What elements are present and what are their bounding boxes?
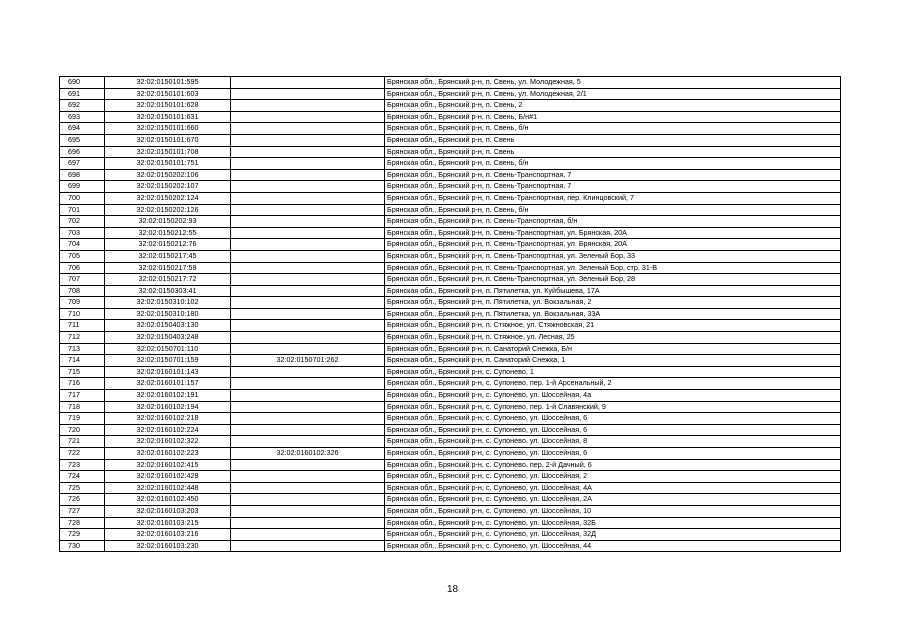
building-number-cell [231, 505, 385, 517]
row-number-cell: 701 [60, 204, 105, 216]
table-row [60, 332, 841, 344]
row-number-cell: 729 [60, 529, 105, 541]
address-cell: Брянская обл., Брянский р-н, с. Супонево, ул. Шоссейная, 6 [385, 424, 841, 436]
address-cell: Брянская обл., Брянский р-н, с. Супонево, ул. Шоссейная, 10 [385, 505, 841, 517]
building-number-cell: 32:02:0150701:262 [231, 355, 385, 367]
address-cell: Брянская обл., Брянский р-н, п. Свень-Транспортная, 7 [385, 169, 841, 181]
cadastral-number-cell: 32:02:0150310:180 [105, 308, 231, 320]
address-cell: Брянская обл., Брянский р-н, п. Свень, ул. Молодежная, 2/1 [385, 88, 841, 100]
row-number-cell: 707 [60, 274, 105, 286]
table-row [60, 505, 841, 517]
cadastral-number-cell: 32:02:0150403:248 [105, 332, 231, 344]
table-row [60, 436, 841, 448]
building-number-cell [231, 111, 385, 123]
row-number-cell: 720 [60, 424, 105, 436]
row-number-cell: 700 [60, 192, 105, 204]
row-number-cell: 708 [60, 285, 105, 297]
row-number-cell: 730 [60, 540, 105, 552]
row-number-cell: 690 [60, 77, 105, 89]
table-row [60, 494, 841, 506]
row-number-cell: 699 [60, 181, 105, 193]
address-cell: Брянская обл., Брянский р-н, с. Супонево, ул. Шоссейная, 32Д [385, 529, 841, 541]
table-row [60, 77, 841, 89]
table-row [60, 308, 841, 320]
row-number-cell: 721 [60, 436, 105, 448]
cadastral-number-cell: 32:02:0150303:41 [105, 285, 231, 297]
address-cell: Брянская обл., Брянский р-н, п. Свень-Транспортная, ул. Зеленый Бор, 28 [385, 274, 841, 286]
address-cell: Брянская обл., Брянский р-н, с. Супонево, ул. Шоссейная, 6 [385, 413, 841, 425]
row-number-cell: 711 [60, 320, 105, 332]
building-number-cell [231, 123, 385, 135]
address-cell: Брянская обл., Брянский р-н, п. Свень, 2 [385, 100, 841, 112]
cadastral-number-cell: 32:02:0150403:130 [105, 320, 231, 332]
row-number-cell: 695 [60, 134, 105, 146]
cadastral-number-cell: 32:02:0160103:215 [105, 517, 231, 529]
table-row [60, 482, 841, 494]
table-row [60, 378, 841, 390]
cadastral-number-cell: 32:02:0160102:191 [105, 390, 231, 402]
row-number-cell: 697 [60, 158, 105, 170]
table-row [60, 204, 841, 216]
building-number-cell [231, 471, 385, 483]
row-number-cell: 717 [60, 390, 105, 402]
cadastral-number-cell: 32:02:0150202:107 [105, 181, 231, 193]
address-cell: Брянская обл., Брянский р-н, п. Санаторий Снежка, 1 [385, 355, 841, 367]
cadastral-number-cell: 32:02:0150101:631 [105, 111, 231, 123]
building-number-cell [231, 390, 385, 402]
building-number-cell [231, 413, 385, 425]
table-row [60, 88, 841, 100]
cadastral-number-cell: 32:02:0160102:415 [105, 459, 231, 471]
table-row [60, 424, 841, 436]
building-number-cell [231, 216, 385, 228]
cadastral-number-cell: 32:02:0150101:670 [105, 134, 231, 146]
table-row [60, 250, 841, 262]
building-number-cell: 32:02:0160102:326 [231, 448, 385, 460]
building-number-cell [231, 297, 385, 309]
building-number-cell [231, 239, 385, 251]
cadastral-number-cell: 32:02:0160101:157 [105, 378, 231, 390]
cadastral-number-cell: 32:02:0150101:708 [105, 146, 231, 158]
row-number-cell: 726 [60, 494, 105, 506]
address-cell: Брянская обл., Брянский р-н, п. Свень-Транспортная, ул. Зеленый Бор, 33 [385, 250, 841, 262]
address-cell: Брянская обл., Брянский р-н, п. Пятилетка, ул. Вокзальная, 33А [385, 308, 841, 320]
address-cell: Брянская обл., Брянский р-н, с. Супонево, пер. 1-й Славянский, 9 [385, 401, 841, 413]
row-number-cell: 716 [60, 378, 105, 390]
address-cell: Брянская обл., Брянский р-н, п. Свень-Транспортная, пер. Клинцовский, 7 [385, 192, 841, 204]
row-number-cell: 712 [60, 332, 105, 344]
address-cell: Брянская обл., Брянский р-н, п. Пятилетка, ул. Вокзальная, 2 [385, 297, 841, 309]
row-number-cell: 691 [60, 88, 105, 100]
address-cell: Брянская обл., Брянский р-н, с. Супонево, ул. Шоссейная, 6 [385, 448, 841, 460]
cadastral-number-cell: 32:02:0150202:126 [105, 204, 231, 216]
row-number-cell: 713 [60, 343, 105, 355]
address-cell: Брянская обл., Брянский р-н, с. Супонево, ул. Шоссейная, 44 [385, 540, 841, 552]
row-number-cell: 727 [60, 505, 105, 517]
cadastral-number-cell: 32:02:0150217:45 [105, 250, 231, 262]
row-number-cell: 706 [60, 262, 105, 274]
row-number-cell: 723 [60, 459, 105, 471]
building-number-cell [231, 134, 385, 146]
table-row [60, 239, 841, 251]
row-number-cell: 698 [60, 169, 105, 181]
row-number-cell: 696 [60, 146, 105, 158]
table-row [60, 343, 841, 355]
table-row [60, 285, 841, 297]
building-number-cell [231, 529, 385, 541]
address-cell: Брянская обл., Брянский р-н, п. Свень [385, 146, 841, 158]
address-cell: Брянская обл., Брянский р-н, п. Свень, б/н [385, 204, 841, 216]
cadastral-number-cell: 32:02:0150202:93 [105, 216, 231, 228]
cadastral-number-cell: 32:02:0150101:660 [105, 123, 231, 135]
building-number-cell [231, 204, 385, 216]
cadastral-number-cell: 32:02:0150217:72 [105, 274, 231, 286]
building-number-cell [231, 494, 385, 506]
building-number-cell [231, 88, 385, 100]
building-number-cell [231, 146, 385, 158]
cadastral-number-cell: 32:02:0150310:102 [105, 297, 231, 309]
address-cell: Брянская обл., Брянский р-н, п. Свень [385, 134, 841, 146]
table-row [60, 111, 841, 123]
table-row [60, 100, 841, 112]
row-number-cell: 714 [60, 355, 105, 367]
table-row [60, 181, 841, 193]
cadastral-table-body [60, 77, 841, 552]
cadastral-number-cell: 32:02:0160102:194 [105, 401, 231, 413]
table-row [60, 192, 841, 204]
address-cell: Брянская обл., Брянский р-н, п. Свень, б/н [385, 123, 841, 135]
table-row [60, 297, 841, 309]
address-cell: Брянская обл., Брянский р-н, п. Пятилетка, ул. Куйбышева, 17А [385, 285, 841, 297]
row-number-cell: 710 [60, 308, 105, 320]
row-number-cell: 709 [60, 297, 105, 309]
row-number-cell: 715 [60, 366, 105, 378]
cadastral-number-cell: 32:02:0150217:59 [105, 262, 231, 274]
table-row [60, 262, 841, 274]
row-number-cell: 694 [60, 123, 105, 135]
cadastral-number-cell: 32:02:0160103:230 [105, 540, 231, 552]
row-number-cell: 705 [60, 250, 105, 262]
address-cell: Брянская обл., Брянский р-н, п. Свень-Транспортная, ул. Брянская, 20А [385, 239, 841, 251]
table-row [60, 401, 841, 413]
building-number-cell [231, 378, 385, 390]
table-row [60, 529, 841, 541]
building-number-cell [231, 436, 385, 448]
address-cell: Брянская обл., Брянский р-н, с. Супонево, ул. Шоссейная, 8 [385, 436, 841, 448]
table-row [60, 169, 841, 181]
building-number-cell [231, 100, 385, 112]
address-cell: Брянская обл., Брянский р-н, п. Стяжное, ул. Стяжновская, 21 [385, 320, 841, 332]
table-row [60, 320, 841, 332]
cadastral-table [59, 76, 841, 552]
cadastral-number-cell: 32:02:0160103:216 [105, 529, 231, 541]
table-row [60, 274, 841, 286]
building-number-cell [231, 169, 385, 181]
building-number-cell [231, 192, 385, 204]
cadastral-number-cell: 32:02:0160102:218 [105, 413, 231, 425]
table-row [60, 366, 841, 378]
address-cell: Брянская обл., Брянский р-н, с. Супонево, ул. Шоссейная, 2 [385, 471, 841, 483]
address-cell: Брянская обл., Брянский р-н, с. Супонево, 1 [385, 366, 841, 378]
building-number-cell [231, 517, 385, 529]
row-number-cell: 725 [60, 482, 105, 494]
cadastral-number-cell: 32:02:0150101:603 [105, 88, 231, 100]
building-number-cell [231, 181, 385, 193]
cadastral-number-cell: 32:02:0150101:751 [105, 158, 231, 170]
cadastral-number-cell: 32:02:0160101:143 [105, 366, 231, 378]
building-number-cell [231, 482, 385, 494]
cadastral-number-cell: 32:02:0160102:224 [105, 424, 231, 436]
cadastral-number-cell: 32:02:0160103:203 [105, 505, 231, 517]
address-cell: Брянская обл., Брянский р-н, п. Свень, Б/н#1 [385, 111, 841, 123]
address-cell: Брянская обл., Брянский р-н, с. Супонево, пер. 2-й Дачный, 6 [385, 459, 841, 471]
address-cell: Брянская обл., Брянский р-н, п. Свень-Транспортная, ул. Зеленый Бор, стр. 31-В [385, 262, 841, 274]
address-cell: Брянская обл., Брянский р-н, п. Санаторий Снежка, Б/н [385, 343, 841, 355]
building-number-cell [231, 424, 385, 436]
table-row [60, 471, 841, 483]
table-row [60, 146, 841, 158]
table-row [60, 413, 841, 425]
row-number-cell: 704 [60, 239, 105, 251]
cadastral-number-cell: 32:02:0160102:428 [105, 471, 231, 483]
building-number-cell [231, 308, 385, 320]
row-number-cell: 703 [60, 227, 105, 239]
address-cell: Брянская обл., Брянский р-н, с. Супонево, ул. Шоссейная, 32Б [385, 517, 841, 529]
cadastral-number-cell: 32:02:0150701:110 [105, 343, 231, 355]
cadastral-number-cell: 32:02:0150202:124 [105, 192, 231, 204]
row-number-cell: 692 [60, 100, 105, 112]
address-cell: Брянская обл., Брянский р-н, п. Свень-Транспортная, б/н [385, 216, 841, 228]
address-cell: Брянская обл., Брянский р-н, с. Супонево, ул. Шоссейная, 4А [385, 482, 841, 494]
row-number-cell: 693 [60, 111, 105, 123]
row-number-cell: 702 [60, 216, 105, 228]
building-number-cell [231, 274, 385, 286]
building-number-cell [231, 459, 385, 471]
row-number-cell: 728 [60, 517, 105, 529]
address-cell: Брянская обл., Брянский р-н, с. Супонево, ул. Шоссейная, 4а [385, 390, 841, 402]
table-row [60, 158, 841, 170]
address-cell: Брянская обл., Брянский р-н, с. Супонево, пер. 1-й Арсенальный, 2 [385, 378, 841, 390]
building-number-cell [231, 320, 385, 332]
building-number-cell [231, 366, 385, 378]
cadastral-number-cell: 32:02:0160102:448 [105, 482, 231, 494]
table-row [60, 227, 841, 239]
table-row [60, 517, 841, 529]
cadastral-number-cell: 32:02:0150212:55 [105, 227, 231, 239]
address-cell: Брянская обл., Брянский р-н, п. Свень-Транспортная, ул. Брянская, 20А [385, 227, 841, 239]
table-row [60, 355, 841, 367]
building-number-cell [231, 158, 385, 170]
row-number-cell: 722 [60, 448, 105, 460]
building-number-cell [231, 250, 385, 262]
building-number-cell [231, 540, 385, 552]
row-number-cell: 718 [60, 401, 105, 413]
address-cell: Брянская обл., Брянский р-н, п. Свень, ул. Молодежная, 5 [385, 77, 841, 89]
table-row [60, 390, 841, 402]
building-number-cell [231, 401, 385, 413]
building-number-cell [231, 285, 385, 297]
cadastral-number-cell: 32:02:0150212:76 [105, 239, 231, 251]
address-cell: Брянская обл., Брянский р-н, с. Супонево, ул. Шоссейная, 2А [385, 494, 841, 506]
cadastral-number-cell: 32:02:0160102:223 [105, 448, 231, 460]
cadastral-number-cell: 32:02:0160102:450 [105, 494, 231, 506]
row-number-cell: 719 [60, 413, 105, 425]
cadastral-number-cell: 32:02:0160102:322 [105, 436, 231, 448]
table-row [60, 216, 841, 228]
table-row [60, 123, 841, 135]
cadastral-number-cell: 32:02:0150101:628 [105, 100, 231, 112]
table-row [60, 459, 841, 471]
table-row [60, 540, 841, 552]
cadastral-number-cell: 32:02:0150101:595 [105, 77, 231, 89]
address-cell: Брянская обл., Брянский р-н, п. Свень-Транспортная, 7 [385, 181, 841, 193]
building-number-cell [231, 343, 385, 355]
cadastral-number-cell: 32:02:0150701:159 [105, 355, 231, 367]
table-row [60, 448, 841, 460]
building-number-cell [231, 262, 385, 274]
page-number: 18 [446, 584, 459, 595]
cadastral-number-cell: 32:02:0150202:106 [105, 169, 231, 181]
address-cell: Брянская обл., Брянский р-н, п. Свень, б/н [385, 158, 841, 170]
address-cell: Брянская обл., Брянский р-н, п. Стяжное, ул. Лесная, 25 [385, 332, 841, 344]
row-number-cell: 724 [60, 471, 105, 483]
building-number-cell [231, 77, 385, 89]
building-number-cell [231, 227, 385, 239]
table-row [60, 134, 841, 146]
building-number-cell [231, 332, 385, 344]
